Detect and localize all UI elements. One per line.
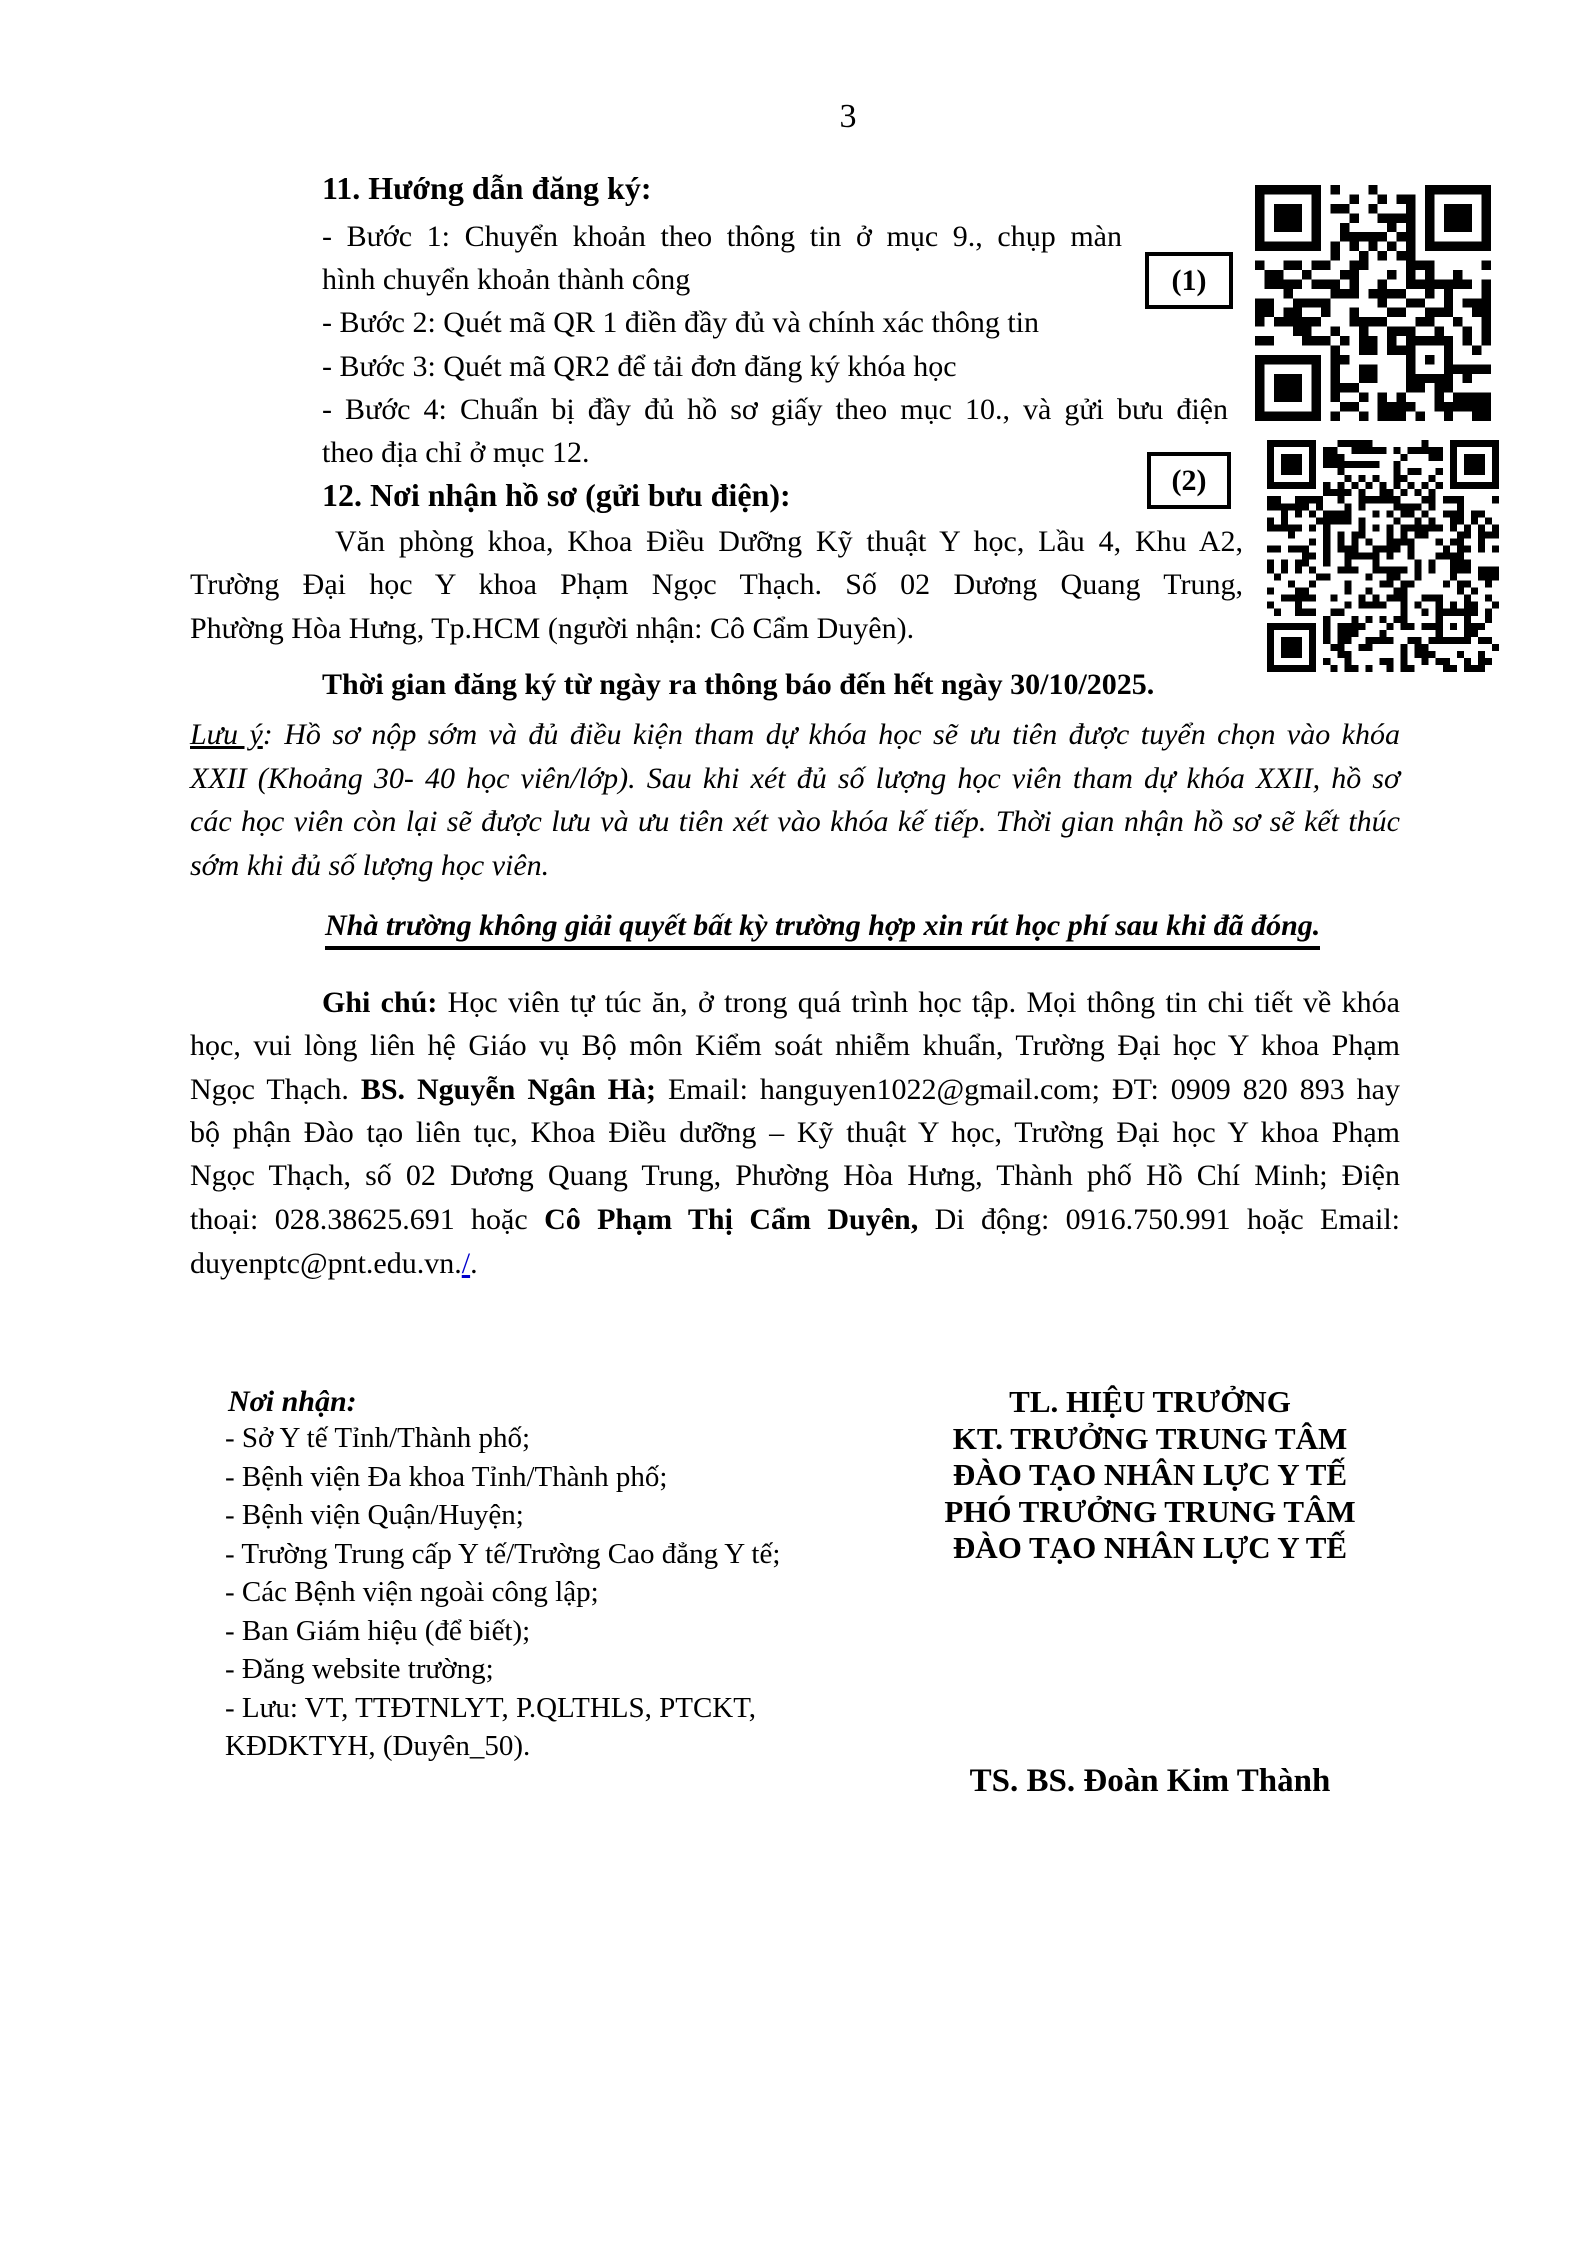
step-3-line: - Bước 3: Quét mã QR2 để tải đơn đăng ký khóa học (322, 350, 957, 383)
remark-line-7 (190, 1246, 478, 1282)
step-1-line-1: - Bước 1: Chuyển khoản theo thông tin ở mục 9., chụp màn (322, 220, 1122, 253)
signature-block (850, 1384, 1450, 1567)
step-4-line-1: - Bước 4: Chuẩn bị đầy đủ hồ sơ giấy theo mục 10., và gửi bưu điện (322, 393, 1228, 426)
recipient-item: KĐDKTYH, (Duyên_50). (225, 1730, 531, 1762)
note-label: Lưu ý (190, 718, 263, 751)
warning-line (325, 908, 1320, 950)
remark-email: duyenptc@pnt.edu.vn. (190, 1247, 462, 1280)
remark-line-6-rest: Di động: 0916.750.991 hoặc Email: (918, 1203, 1400, 1236)
recipient-item: - Ban Giám hiệu (để biết); (225, 1614, 531, 1647)
remark-line-3-rest: Email: hanguyen1022@gmail.com; ĐT: 0909 820 893 hay (655, 1073, 1400, 1106)
qr1-label-box (1145, 252, 1233, 309)
signature-title-2: KT. TRƯỞNG TRUNG TÂM (952, 1420, 1348, 1456)
remark-line-6-pre: thoại: 028.38625.691 hoặc (190, 1203, 545, 1236)
remark-line-1 (190, 985, 1400, 1021)
signature-title-1: TL. HIỆU TRƯỞNG (1009, 1384, 1291, 1419)
remark-line-1-rest: Học viên tự túc ăn, ở trong quá trình học tập. Mọi thông tin chi tiết về khóa (437, 986, 1400, 1019)
remark-line-3-pre: Ngọc Thạch. (190, 1073, 361, 1106)
recipient-item: - Bệnh viện Quận/Huyện; (225, 1499, 524, 1531)
remark-line-3 (190, 1072, 1400, 1108)
remark-final-dot: . (470, 1247, 478, 1280)
note-line-2: XXII (Khoảng 30- 40 học viên/lớp). Sau khi xét đủ số lượng học viên tham dự khóa XXII, hồ sơ (190, 762, 1400, 795)
deadline-line: Thời gian đăng ký từ ngày ra thông báo đến hết ngày 30/10/2025. (322, 668, 1155, 701)
address-line-1: Văn phòng khoa, Khoa Điều Dưỡng Kỹ thuật Y học, Lầu 4, Khu A2, (335, 525, 1243, 558)
remark-contact-2-name: Cô Phạm Thị Cẩm Duyên, (544, 1203, 919, 1236)
signature-title-3: ĐÀO TẠO NHÂN LỰC Y TẾ (952, 1457, 1348, 1492)
remark-line-2: học, vui lòng liên hệ Giáo vụ Bộ môn Kiểm soát nhiễm khuẩn, Trường Đại học Y khoa Phạm (190, 1029, 1400, 1062)
note-line-1-rest: : Hồ sơ nộp sớm và đủ điều kiện tham dự khóa học sẽ ưu tiên được tuyển chọn vào khóa (262, 718, 1400, 751)
warning-text: Nhà trường không giải quyết bất kỳ trường hợp xin rút học phí sau khi đã đóng. (325, 908, 1320, 950)
section-12-heading: 12. Nơi nhận hồ sơ (gửi bưu điện): (322, 477, 791, 513)
qr-code-1-icon (1255, 185, 1491, 421)
remark-line-4: bộ phận Đào tạo liên tục, Khoa Điều dưỡng – Kỹ thuật Y học, Trường Đại học Y khoa Phạm (190, 1116, 1400, 1149)
qr-code-2-icon (1267, 440, 1499, 672)
recipient-item: - Đăng website trường; (225, 1653, 494, 1685)
section-11-heading: 11. Hướng dẫn đăng ký: (322, 170, 652, 206)
qr1-label: (1) (1171, 263, 1207, 297)
step-2-line: - Bước 2: Quét mã QR 1 điền đầy đủ và chính xác thông tin (322, 306, 1039, 339)
remark-line-5: Ngọc Thạch, số 02 Dương Quang Trung, Phường Hòa Hưng, Thành phố Hồ Chí Minh; Điện (190, 1159, 1400, 1192)
address-line-3: Phường Hòa Hưng, Tp.HCM (người nhận: Cô Cẩm Duyên). (190, 612, 915, 645)
note-line-1 (190, 717, 1400, 753)
recipient-item: - Bệnh viện Đa khoa Tỉnh/Thành phố; (225, 1460, 668, 1493)
recipient-item: - Lưu: VT, TTĐTNLYT, P.QLTHLS, PTCKT, (225, 1691, 757, 1724)
step-4-line-2: theo địa chỉ ở mục 12. (322, 436, 590, 469)
remark-label: Ghi chú: (322, 986, 438, 1019)
recipient-item: - Sở Y tế Tỉnh/Thành phố; (225, 1422, 531, 1454)
note-line-4: sớm khi đủ số lượng học viên. (190, 849, 550, 882)
remark-contact-1-name: BS. Nguyễn Ngân Hà; (360, 1073, 656, 1106)
recipients-heading: Nơi nhận: (228, 1385, 357, 1418)
signature-title-4: PHÓ TRƯỞNG TRUNG TÂM (944, 1493, 1356, 1529)
signature-title-5: ĐÀO TẠO NHÂN LỰC Y TẾ (952, 1530, 1348, 1565)
recipient-item: - Các Bệnh viện ngoài công lập; (225, 1576, 599, 1608)
address-line-2: Trường Đại học Y khoa Phạm Ngọc Thạch. Số 02 Dương Quang Trung, (190, 568, 1243, 601)
signer-name: TS. BS. Đoàn Kim Thành (969, 1763, 1331, 1799)
note-line-3: các học viên còn lại sẽ được lưu và ưu tiên xét vào khóa kế tiếp. Thời gian nhận hồ sơ sẽ kết thúc (190, 805, 1400, 838)
recipients-list (225, 1419, 780, 1766)
qr2-label-box (1147, 452, 1231, 509)
qr2-label: (2) (1171, 463, 1207, 497)
page-number: 3 (839, 98, 857, 135)
email-link-slash[interactable]: / (461, 1247, 471, 1280)
step-1-line-2: hình chuyển khoản thành công (322, 263, 691, 296)
recipient-item: - Trường Trung cấp Y tế/Trường Cao đẳng Y tế; (225, 1537, 781, 1570)
remark-line-6 (190, 1202, 1400, 1238)
